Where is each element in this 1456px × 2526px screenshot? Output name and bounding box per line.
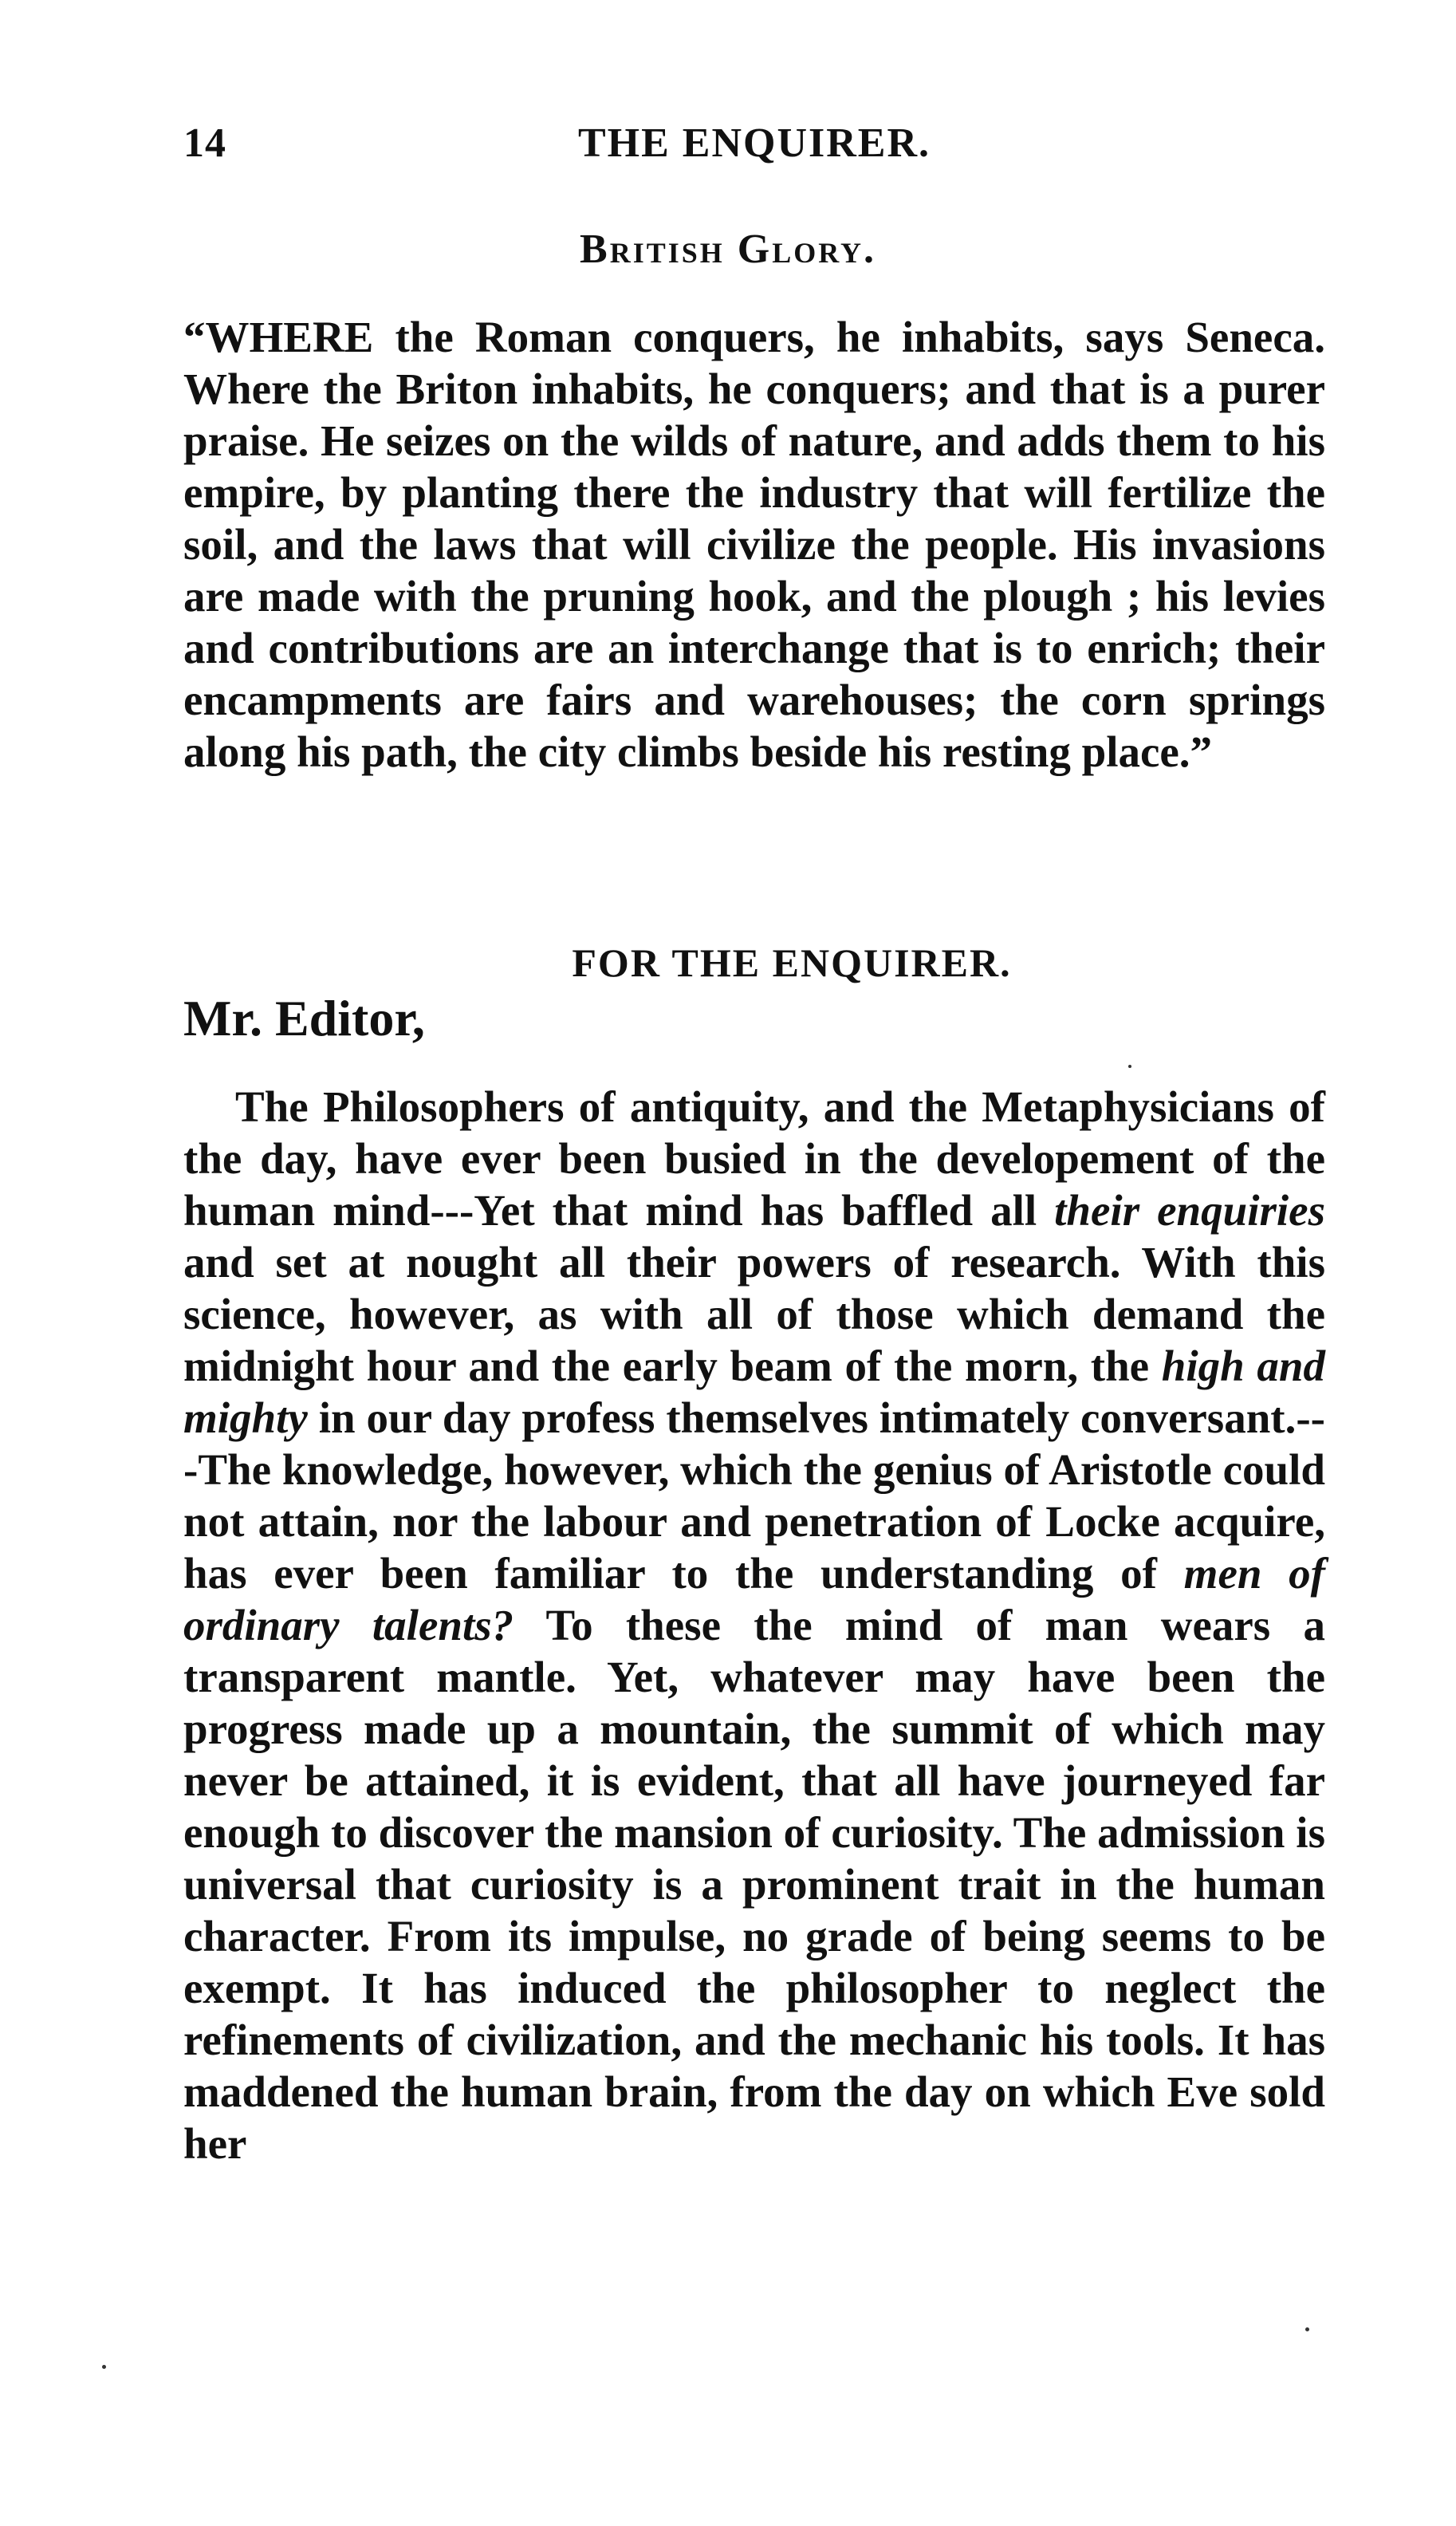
running-head: THE ENQUIRER.: [577, 120, 931, 166]
print-speck: [102, 2365, 106, 2369]
paragraph: [183, 1081, 1325, 2169]
letter-body: [183, 1081, 1325, 2169]
page-number: 14: [183, 120, 226, 166]
salutation: Mr. Editor,: [183, 990, 425, 1046]
italic-segment: their enquiries: [1054, 1186, 1325, 1235]
text-segment: The Philosophers of antiquity, and the Metaphysicians of the day, have ever been busied in the developement of the human mind---Yet that mind has baffled all: [183, 1082, 1325, 1235]
print-speck: [1128, 1065, 1131, 1068]
text-segment: in our day profess themselves intimately conversant.---The knowledge, however, which the genius of Aristotle could not attain, nor the labour and penetration of Locke acquire, has ever been familiar to the understanding of: [183, 1393, 1325, 1598]
page-header: [183, 120, 1325, 183]
paragraph: “WHERE the Roman conquers, he inhabits, says Seneca. Where the Briton inhabits, he conquers; and that is a purer praise. He seizes on the wilds of nature, and adds them to his empire, by planting there the industry that will fertilize the soil, and the laws that will civilize the people. His invasions are made with the pruning hook, and the plough ; his levies and contributions are an interchange that is to enrich; their encampments are fairs and warehouses; the corn springs along his path, the city climbs beside his resting place.”: [183, 313, 1325, 776]
letter-heading: FOR THE ENQUIRER.: [572, 940, 1012, 985]
italic-segment: high and mighty: [183, 1342, 1325, 1442]
italic-segment: men of ordinary talents?: [183, 1549, 1325, 1649]
text-segment: To these the mind of man wears a transparent mantle. Yet, whatever may have been the progress made up a mountain, the summit of which may never be attained, it is evident, that all have journeyed far enough to discover the mansion of curiosity. The admission is universal that curiosity is a prominent trait in the human character. From its impulse, no grade of being seems to be exempt. It has induced the philosopher to neglect the refinements of civilization, and the mechanic his tools. It has maddened the human brain, from the day on which Eve sold her: [183, 1601, 1326, 2168]
print-speck: [1305, 2327, 1309, 2331]
article-title: British Glory.: [580, 227, 876, 272]
article-body-british-glory: [183, 311, 1325, 778]
text-segment: and set at nought all their powers of research. With this science, however, as with all of those which demand the midnight hour and the early beam of the morn, the: [183, 1238, 1325, 1390]
